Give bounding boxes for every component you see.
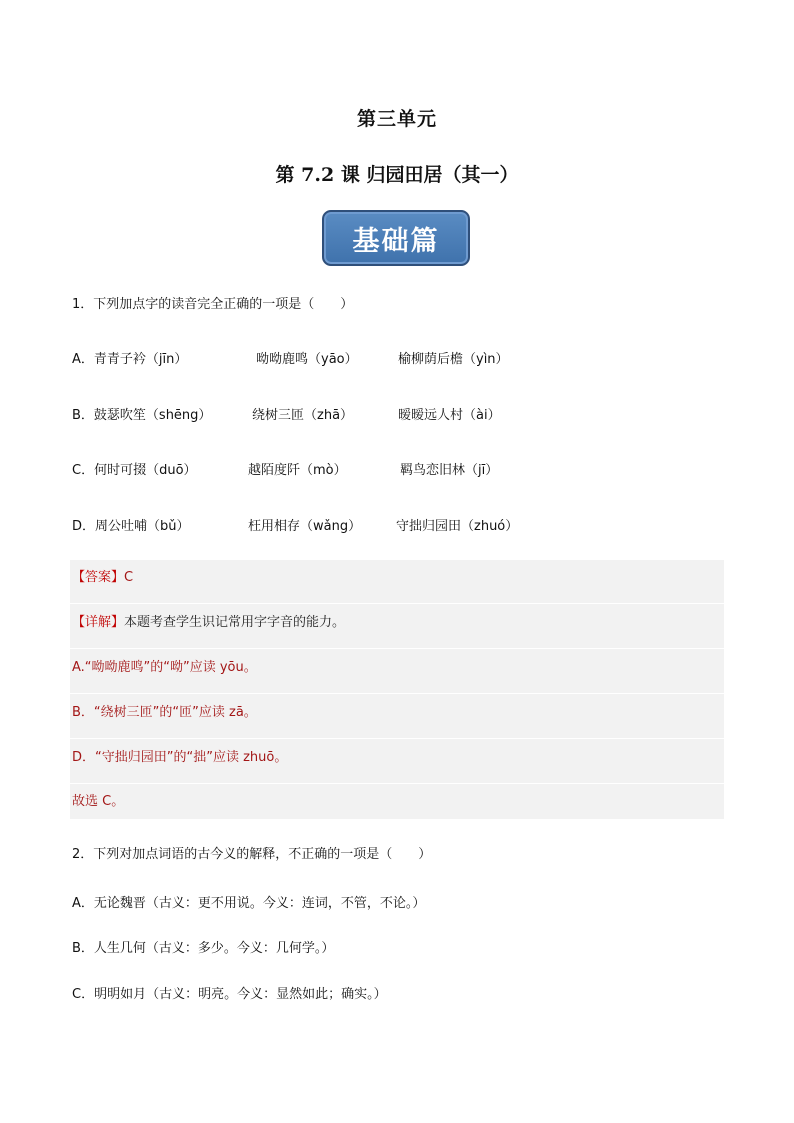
option-a-item-1: A．青青子衿（jīn） (72, 352, 188, 367)
option-a-item-2: 呦呦鹿鸣（yāo） (256, 352, 358, 367)
detail-tag: 【详解】 (72, 615, 125, 630)
question-2-option-b: B．人生几何（古义：多少。今义：几何学。） (72, 941, 335, 956)
answer-tag: 【答案】 (72, 570, 125, 585)
answer-row (70, 560, 724, 604)
option-b-item-3: 暧暧远人村（ài） (398, 408, 501, 423)
option-d-item-3: 守拙归园田（zhuó） (396, 519, 519, 534)
question-2-option-c: C．明明如月（古义：明亮。今义：显然如此；确实。） (72, 987, 387, 1002)
explanation-a: A.“呦呦鹿鸣”的“呦”应读 yōu。 (72, 660, 257, 675)
option-a-item-3: 榆柳荫后檐（yìn） (398, 352, 509, 367)
question-1-stem: 1．下列加点字的读音完全正确的一项是（ ） (72, 297, 354, 312)
option-c-item-1: C．何时可掇（duō） (72, 463, 197, 478)
question-2-option-a: A．无论魏晋（古义：更不用说。今义：连词，不管，不论。） (72, 896, 426, 911)
conclusion: 故选 C。 (72, 794, 125, 809)
explanation-row-a (70, 650, 724, 694)
lesson-title: 第 7.2 课 归园田居（其一） (275, 164, 519, 186)
option-d-item-1: D．周公吐哺（bǔ） (72, 519, 190, 534)
conclusion-row (70, 785, 724, 819)
option-d-item-2: 枉用相存（wǎng） (248, 519, 362, 534)
explanation-row-d (70, 740, 724, 784)
answer-value: C (124, 570, 134, 585)
basic-section-badge: 基础篇 (322, 210, 470, 266)
option-b-item-2: 绕树三匝（zhā） (252, 408, 354, 423)
option-b-item-1: B．鼓瑟吹笙（shēng） (72, 408, 212, 423)
answer-box (70, 560, 724, 819)
option-c-item-2: 越陌度阡（mò） (248, 463, 347, 478)
question-2-stem: 2．下列对加点词语的古今义的解释，不正确的一项是（ ） (72, 847, 432, 862)
detail-row (70, 605, 724, 649)
detail-text: 本题考查学生识记常用字字音的能力。 (124, 615, 346, 630)
explanation-d: D．“守拙归园田”的“拙”应读 zhuō。 (72, 750, 288, 765)
explanation-b: B．“绕树三匝”的“匝”应读 zā。 (72, 705, 257, 720)
explanation-row-b (70, 695, 724, 739)
unit-title: 第三单元 (356, 108, 437, 130)
option-c-item-3: 羁鸟恋旧林（jī） (400, 463, 499, 478)
